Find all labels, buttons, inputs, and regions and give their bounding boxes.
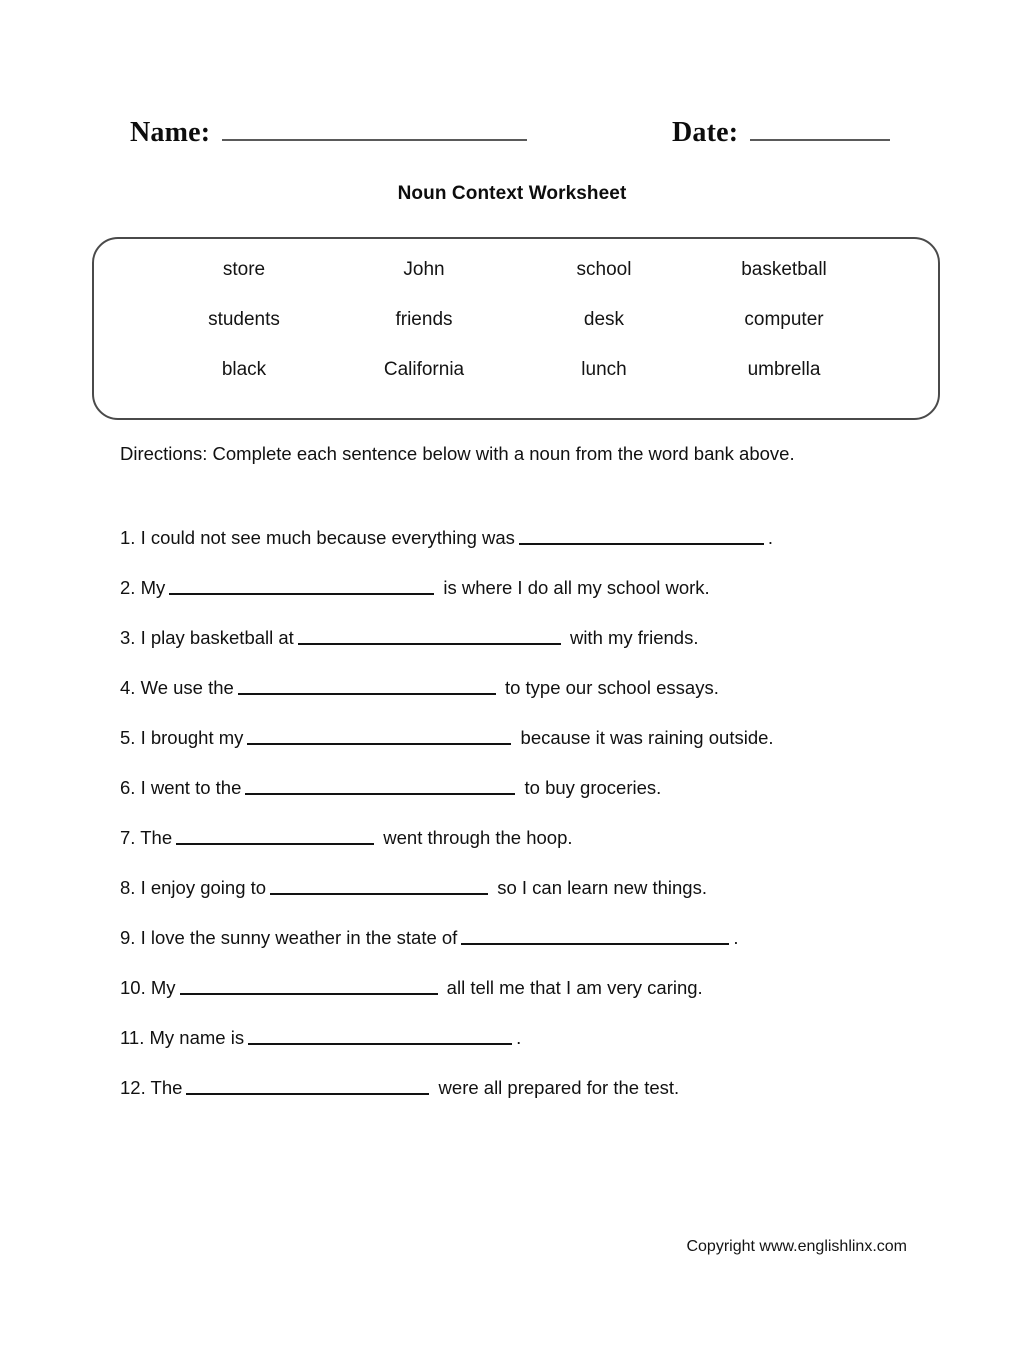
question-item xyxy=(120,873,920,923)
answer-blank[interactable] xyxy=(519,528,764,545)
question-number: 12. xyxy=(120,1077,146,1098)
word-bank-word: basketball xyxy=(741,259,827,280)
page-title: Noun Context Worksheet xyxy=(397,183,627,204)
question-number: 9. xyxy=(120,927,136,948)
word-bank-word: desk xyxy=(583,309,625,330)
question-text-after-blank: because it was raining outside. xyxy=(515,727,774,748)
question-text-after-blank: to type our school essays. xyxy=(499,677,719,698)
word-bank-word: store xyxy=(222,259,266,280)
word-bank-word: lunch xyxy=(581,359,627,380)
question-number: 5. xyxy=(120,727,136,748)
word-bank-word: California xyxy=(383,359,465,380)
question-text-after-blank: to buy groceries. xyxy=(519,777,662,798)
question-number: 6. xyxy=(120,777,136,798)
word-bank-box xyxy=(92,237,940,420)
question-text-after-blank: is where I do all my school work. xyxy=(438,577,710,598)
answer-blank[interactable] xyxy=(248,1028,512,1045)
question-item xyxy=(120,723,920,773)
question-text-before-blank: I could not see much because everything was xyxy=(135,527,515,548)
question-text-after-blank: all tell me that I am very caring. xyxy=(441,977,703,998)
question-text-before-blank: We use the xyxy=(135,677,234,698)
question-item xyxy=(120,623,920,673)
word-bank-word: computer xyxy=(744,309,824,330)
name-label: Name: xyxy=(130,117,211,148)
word-bank-word: umbrella xyxy=(747,359,821,380)
date-label: Date: xyxy=(672,117,739,148)
question-item xyxy=(120,923,920,973)
question-text-after-blank: with my friends. xyxy=(564,627,699,648)
question-text-before-blank: I play basketball at xyxy=(135,627,294,648)
question-text-before-blank: I brought my xyxy=(135,727,244,748)
word-bank-word: John xyxy=(403,259,445,280)
answer-blank[interactable] xyxy=(298,628,561,645)
answer-blank[interactable] xyxy=(247,728,511,745)
answer-blank[interactable] xyxy=(169,578,434,595)
date-answer-line[interactable] xyxy=(750,119,890,141)
question-text-before-blank: I love the sunny weather in the state of xyxy=(135,927,458,948)
question-text-before-blank: I enjoy going to xyxy=(135,877,267,898)
directions-text: Directions: Complete each sentence below with a noun from the word bank above. xyxy=(120,443,795,464)
word-bank-word: students xyxy=(208,309,280,330)
question-item xyxy=(120,973,920,1023)
question-text-after-blank: . xyxy=(733,927,739,948)
question-number: 3. xyxy=(120,627,136,648)
question-text-after-blank: . xyxy=(767,527,774,548)
copyright-notice: Copyright www.englishlinx.com xyxy=(686,1238,907,1255)
question-text-before-blank: My xyxy=(145,977,176,998)
question-number: 11. xyxy=(120,1027,145,1048)
date-field-group xyxy=(672,118,890,148)
answer-blank[interactable] xyxy=(238,678,496,695)
answer-blank[interactable] xyxy=(186,1078,429,1095)
question-text-before-blank: My name is xyxy=(144,1027,245,1048)
question-number: 1. xyxy=(120,527,136,548)
question-item xyxy=(120,823,920,873)
word-bank-word: friends xyxy=(395,309,453,330)
answer-blank[interactable] xyxy=(176,828,374,845)
question-number: 7. xyxy=(120,827,136,848)
answer-blank[interactable] xyxy=(245,778,515,795)
question-item xyxy=(120,573,920,623)
question-item xyxy=(120,523,920,573)
question-text-after-blank: . xyxy=(516,1027,522,1048)
answer-blank[interactable] xyxy=(180,978,438,995)
word-bank-word: school xyxy=(576,259,632,280)
question-text-before-blank: I went to the xyxy=(135,777,242,798)
question-text-before-blank: The xyxy=(145,1077,183,1098)
questions-list xyxy=(120,523,920,1123)
word-bank-grid xyxy=(154,253,874,387)
question-item xyxy=(120,1073,920,1123)
answer-blank[interactable] xyxy=(461,928,729,945)
question-item xyxy=(120,673,920,723)
question-text-after-blank: went through the hoop. xyxy=(378,827,573,848)
question-text-before-blank: The xyxy=(135,827,173,848)
student-info-row xyxy=(120,118,910,162)
name-answer-line[interactable] xyxy=(222,119,527,141)
question-number: 10. xyxy=(120,977,146,998)
name-field-group xyxy=(130,118,527,148)
question-text-before-blank: My xyxy=(135,577,166,598)
question-number: 4. xyxy=(120,677,136,698)
question-number: 8. xyxy=(120,877,136,898)
question-item xyxy=(120,1023,920,1073)
question-number: 2. xyxy=(120,577,136,598)
question-text-after-blank: so I can learn new things. xyxy=(492,877,707,898)
word-bank-word: black xyxy=(221,359,267,380)
answer-blank[interactable] xyxy=(270,878,488,895)
question-item xyxy=(120,773,920,823)
question-text-after-blank: were all prepared for the test. xyxy=(433,1077,680,1098)
